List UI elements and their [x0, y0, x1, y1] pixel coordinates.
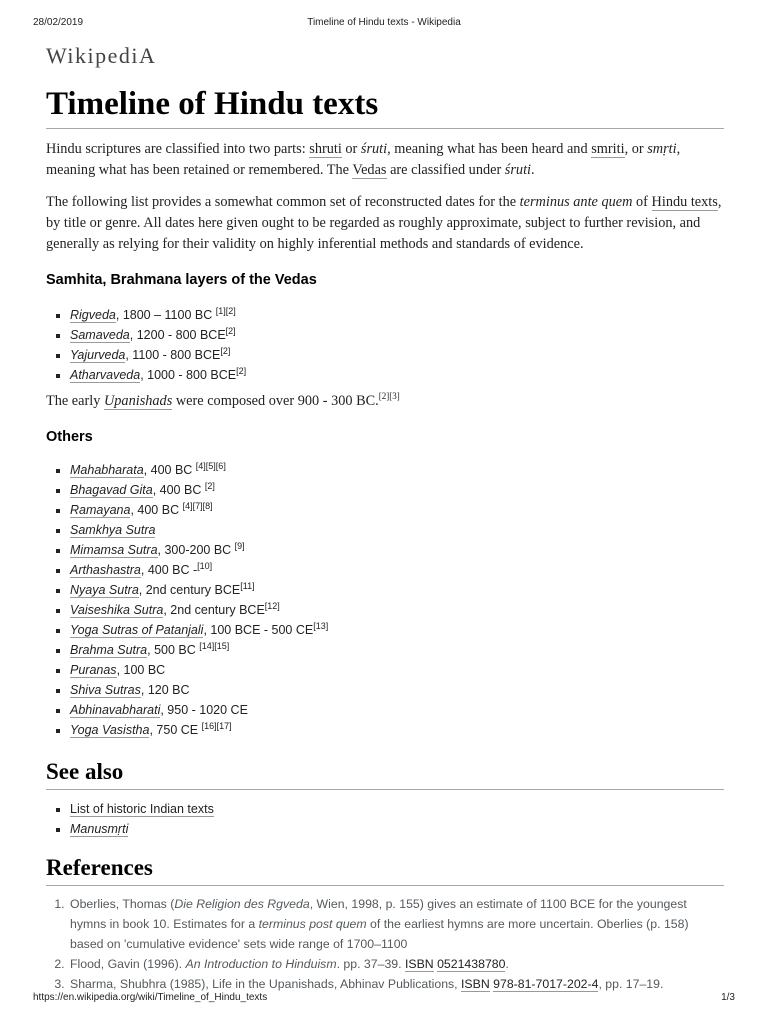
list-item	[70, 819, 724, 839]
references-list	[46, 894, 724, 994]
list-item: Puranas, 100 BC	[70, 660, 724, 680]
upanishads-link[interactable]: Upanishads	[103, 393, 173, 409]
citation[interactable]: [4][7][8]	[182, 500, 213, 511]
citation[interactable]: [2][3]	[378, 391, 400, 402]
print-date: 28/02/2019	[33, 17, 84, 28]
citation[interactable]: [2]	[236, 365, 247, 376]
item-link[interactable]: Abhinavabharati	[70, 703, 161, 717]
item-link[interactable]: Yoga Vasistha	[70, 723, 150, 737]
item-link[interactable]: Vaiseshika Sutra	[70, 603, 164, 617]
section-heading-see-also: See also	[46, 757, 724, 790]
citation[interactable]: [2]	[220, 345, 231, 356]
section-heading-references: References	[46, 853, 724, 886]
isbn-link[interactable]: ISBN	[461, 977, 490, 991]
item-link[interactable]: Puranas	[70, 663, 117, 677]
list-item: Brahma Sutra, 500 BC [14][15]	[70, 640, 724, 660]
citation[interactable]: [10]	[197, 560, 213, 571]
list-item: Yajurveda, 1100 - 800 BCE[2]	[70, 345, 724, 365]
section-heading-others: Others	[46, 429, 93, 445]
item-link[interactable]: Atharvaveda	[70, 368, 141, 382]
see-also-link[interactable]: List of historic Indian texts	[70, 802, 214, 816]
citation[interactable]: [16][17]	[201, 720, 232, 731]
section-heading-samhita: Samhita, Brahmana layers of the Vedas	[46, 272, 317, 288]
intro-paragraph-1: Hindu scriptures are classified into two parts: shruti or śruti, meaning what has been heard and smriti, or smṛti, meaning what has been retained or remembered. The Vedas are classified under śruti.	[46, 141, 681, 178]
list-item: Abhinavabharati, 950 - 1020 CE	[70, 700, 724, 720]
sruti-term: śruti	[360, 141, 388, 157]
citation[interactable]: [9]	[234, 540, 245, 551]
print-url: https://en.wikipedia.org/wiki/Timeline_of_Hindu_texts	[33, 992, 268, 1003]
reference-item: 1. Oberlies, Thomas (Die Religion des Rgveda, Wien, 1998, p. 155) gives an estimate of 1100 BCE for the youngest hymns in book 10. Estimates for a terminus post quem of the earliest hymns are more uncertain. Oberlies (p. 158) based on 'cumulative evidence' sets wide range of 1700–1100	[68, 894, 724, 954]
upanishads-paragraph: The early Upanishads were composed over 900 - 300 BC.[2][3]	[46, 391, 400, 409]
list-item: Yoga Sutras of Patanjali, 100 BCE - 500 CE[13]	[70, 620, 724, 640]
list-item: Atharvaveda, 1000 - 800 BCE[2]	[70, 365, 724, 385]
smrti-term: smṛti	[647, 141, 677, 157]
see-also-list	[46, 799, 724, 839]
list-item: Mimamsa Sutra, 300-200 BC [9]	[70, 540, 724, 560]
reference-item: 2. Flood, Gavin (1996). An Introduction to Hinduism. pp. 37–39. ISBN 0521438780.	[68, 954, 724, 974]
intro-paragraph-2: The following list provides a somewhat common set of reconstructed dates for the terminus ante quem of Hindu texts, by title or genre. All dates here given ought to be regarded as roughly approximate, subject to further revision, and generally as relying for their validity on highly inferential methods and standards of evidence.	[46, 194, 722, 252]
item-link[interactable]: Ramayana	[70, 503, 131, 517]
list-item: Yoga Vasistha, 750 CE [16][17]	[70, 720, 724, 740]
page-title: Timeline of Hindu texts	[46, 84, 724, 129]
hindu-texts-link[interactable]: Hindu texts	[651, 194, 718, 210]
list-item: Samaveda, 1200 - 800 BCE[2]	[70, 325, 724, 345]
list-item: Arthashastra, 400 BC -[10]	[70, 560, 724, 580]
item-link[interactable]: Brahma Sutra	[70, 643, 148, 657]
smriti-link[interactable]: smriti	[591, 141, 625, 157]
list-item	[70, 520, 724, 540]
item-link[interactable]: Nyaya Sutra	[70, 583, 139, 597]
item-link[interactable]: Shiva Sutras	[70, 683, 141, 697]
see-also-link[interactable]: Manusmṛti	[70, 822, 129, 836]
shruti-link[interactable]: shruti	[309, 141, 342, 157]
article	[46, 42, 724, 994]
item-link[interactable]: Yajurveda	[70, 348, 126, 362]
item-link[interactable]: Rigveda	[70, 308, 116, 322]
citation[interactable]: [12]	[264, 600, 280, 611]
isbn-number-link[interactable]: 978-81-7017-202-4	[493, 977, 599, 991]
list-item: Nyaya Sutra, 2nd century BCE[11]	[70, 580, 724, 600]
list-item: Bhagavad Gita, 400 BC [2]	[70, 480, 724, 500]
citation[interactable]: [2]	[204, 480, 215, 491]
list-item: Ramayana, 400 BC [4][7][8]	[70, 500, 724, 520]
item-link[interactable]: Yoga Sutras of Patanjali	[70, 623, 204, 637]
isbn-number-link[interactable]: 0521438780	[437, 957, 506, 971]
reference-item: 3. Sharma, Shubhra (1985), Life in the Upanishads, Abhinav Publications, ISBN 978-81-7017-202-4, pp. 17–19.	[68, 974, 724, 994]
item-link[interactable]: Samkhya Sutra	[70, 523, 156, 537]
item-link[interactable]: Mahabharata	[70, 463, 144, 477]
citation[interactable]: [13]	[313, 620, 329, 631]
list-item: Mahabharata, 400 BC [4][5][6]	[70, 460, 724, 480]
citation[interactable]: [1][2]	[215, 305, 236, 316]
citation[interactable]: [2]	[225, 325, 236, 336]
vedas-link[interactable]: Vedas	[352, 162, 387, 178]
item-link[interactable]: Bhagavad Gita	[70, 483, 153, 497]
list-item	[70, 799, 724, 819]
others-list	[46, 460, 724, 740]
list-item: Shiva Sutras, 120 BC	[70, 680, 724, 700]
list-item: Vaiseshika Sutra, 2nd century BCE[12]	[70, 600, 724, 620]
citation[interactable]: [11]	[240, 580, 255, 591]
sruti-term-2: śruti	[504, 162, 532, 178]
item-link[interactable]: Arthashastra	[70, 563, 141, 577]
isbn-link[interactable]: ISBN	[404, 957, 434, 971]
wikipedia-wordmark[interactable]: WikipediA	[46, 43, 157, 68]
list-item: Rigveda, 1800 – 1100 BC [1][2]	[70, 305, 724, 325]
item-link[interactable]: Samaveda	[70, 328, 130, 342]
print-page-number: 1/3	[721, 992, 735, 1003]
print-title: Timeline of Hindu texts - Wikipedia	[307, 17, 461, 28]
citation[interactable]: [14][15]	[199, 640, 230, 651]
citation[interactable]: [4][5][6]	[195, 460, 226, 471]
terminus-ante-quem-term: terminus ante quem	[519, 194, 633, 210]
samhita-list	[46, 305, 724, 385]
item-link[interactable]: Mimamsa Sutra	[70, 543, 158, 557]
